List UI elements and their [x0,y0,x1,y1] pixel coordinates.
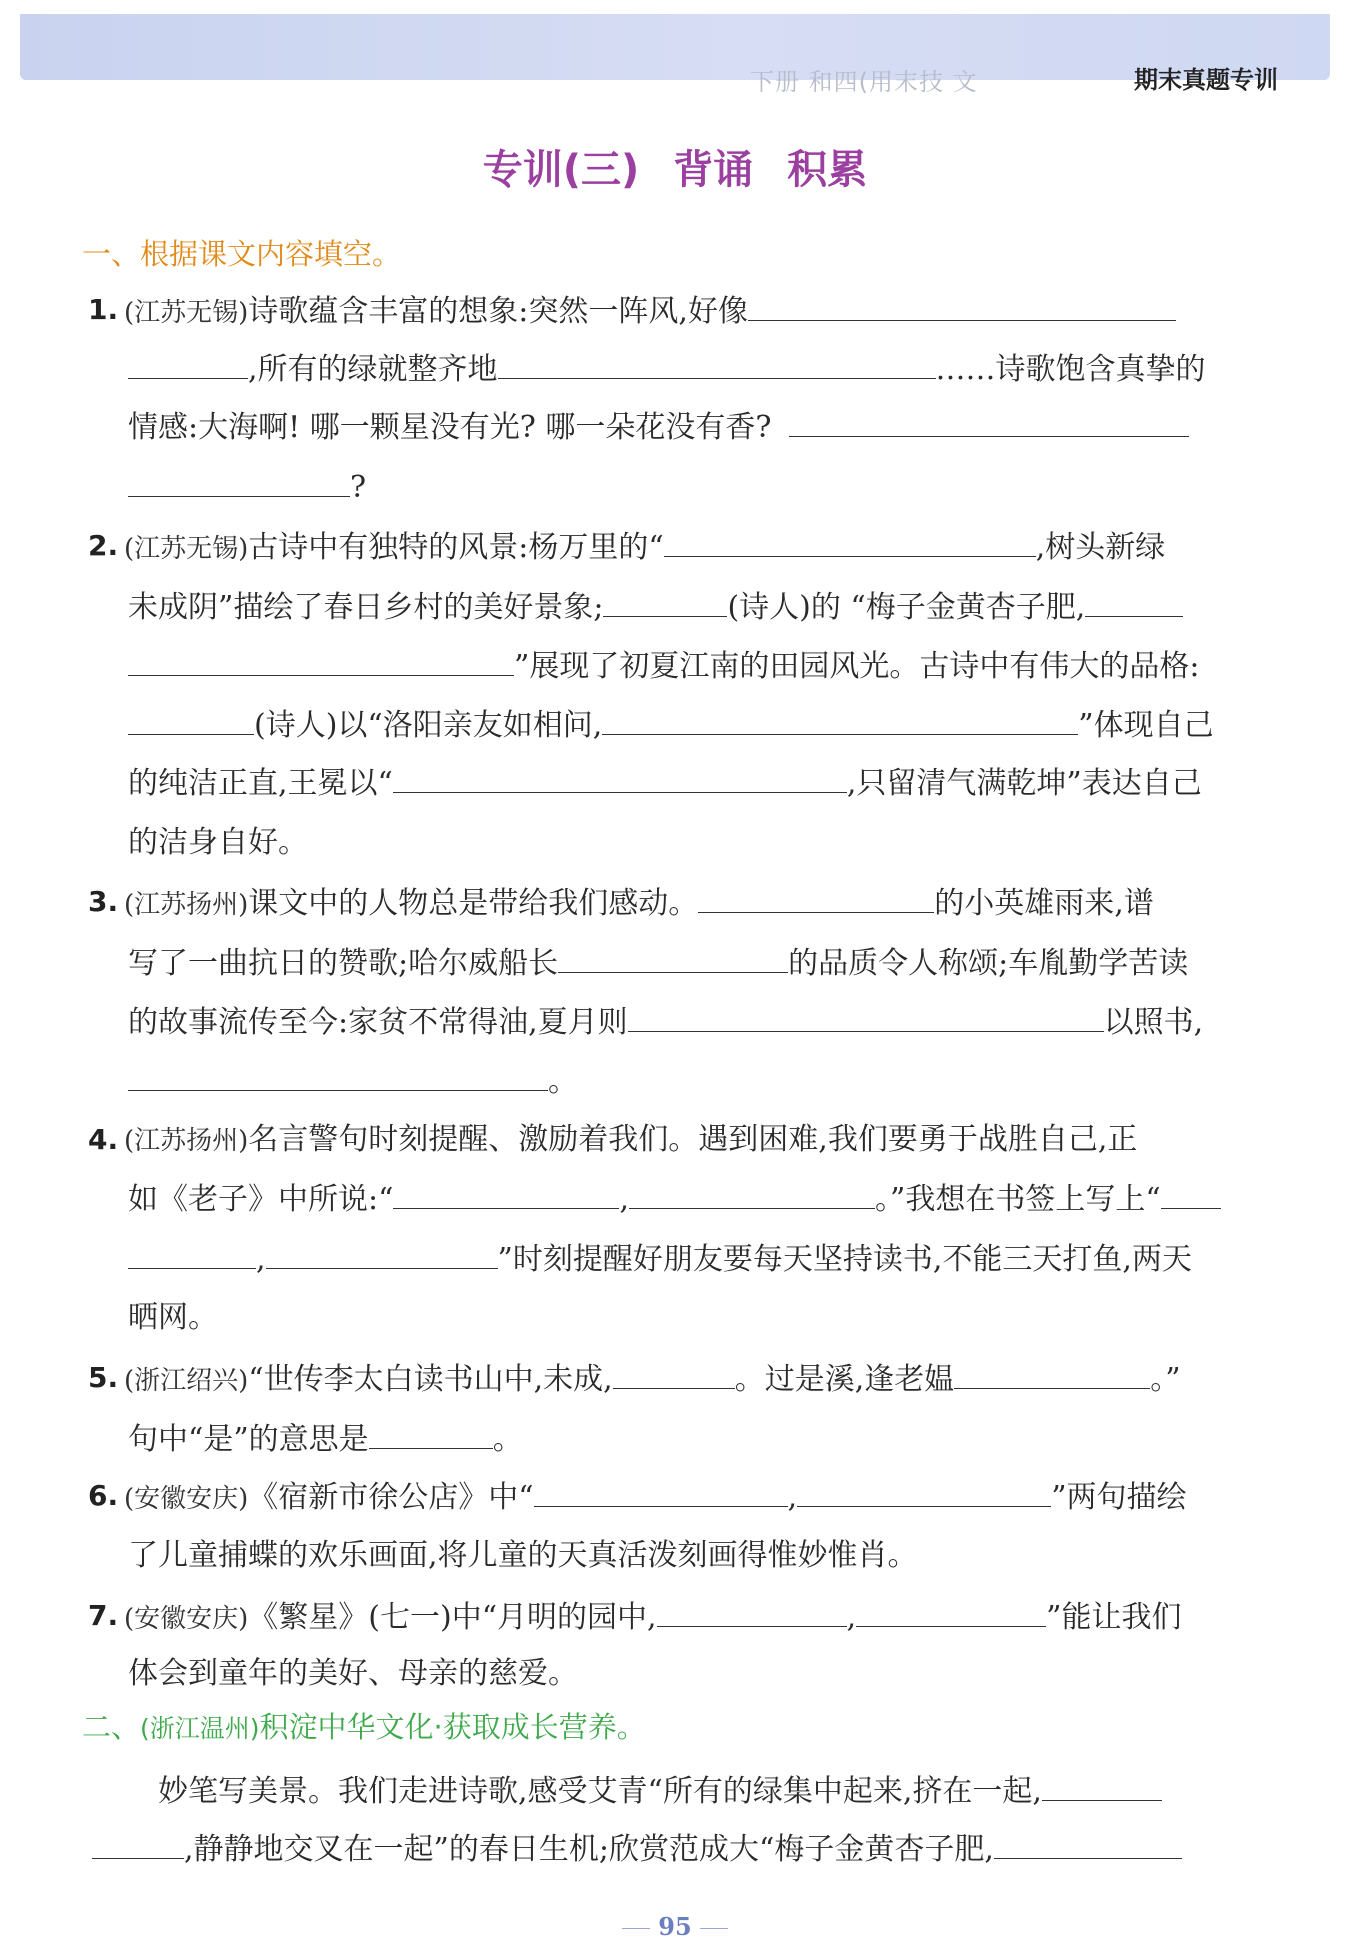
q6-text: , [787,1480,798,1515]
q6-blank-2[interactable] [797,1476,1051,1507]
q2-text: ,树头新绿 [1035,530,1166,565]
q4-blank-3[interactable] [1161,1178,1221,1209]
q1-blank-2[interactable] [128,348,248,379]
q3-text: 的小英雄雨来,谱 [934,886,1154,921]
page-number-dash-right [700,1928,728,1929]
s2-blank-2[interactable] [92,1828,184,1859]
q3-text: 的品质令人称颂;车胤勤学苦读 [788,946,1189,981]
q1-blank-5[interactable] [128,466,350,497]
q2-text: 的纯洁正直,王冕以“ [128,766,393,801]
q2-text: ”体现自己 [1078,708,1214,743]
q2-text: ,只留清气满乾坤”表达自己 [846,766,1202,801]
q3-line3 [128,1001,1203,1041]
q2-blank-3[interactable] [1085,586,1183,617]
q3-blank-3[interactable] [628,1001,1104,1032]
q7-line1 [124,1596,1181,1636]
q4-line2 [128,1178,1221,1218]
q5-line2 [128,1418,523,1458]
header-label: 期末真题专训 [1134,66,1278,94]
q3-blank-4[interactable] [128,1060,548,1091]
page-number [0,1912,1350,1941]
q2-blank-1[interactable] [664,526,1036,557]
q1-text: ……诗歌饱含真挚的 [935,352,1206,387]
q1-blank-4[interactable] [789,406,1189,437]
q2-line4 [128,704,1214,744]
q2-line6 [128,823,308,863]
s2-line1 [158,1770,1162,1810]
q2-text: 古诗中有独特的风景:杨万里的“ [248,530,664,565]
q2-line2 [128,586,1183,626]
q6-source: (安徽安庆) [124,1484,249,1514]
q4-line1 [124,1120,1137,1160]
s2-text: 妙笔写美景。我们走进诗歌,感受艾青“所有的绿集中起来,挤在一起, [158,1774,1042,1809]
q3-blank-2[interactable] [558,942,788,973]
section2-title: 积淀中华文化·获取成长营养。 [259,1710,646,1744]
q2-line1 [124,526,1165,566]
q2-blank-4[interactable] [128,645,514,676]
q7-blank-1[interactable] [657,1596,847,1627]
q7-text: 体会到童年的美好、母亲的慈爱。 [128,1656,578,1691]
q6-text: 了儿童捕蝶的欢乐画面,将儿童的天真活泼刻画得惟妙惟肖。 [128,1538,918,1573]
q4-line4 [128,1298,218,1338]
q2-text: (诗人)以“洛阳亲友如相问, [254,708,603,743]
q2-line3 [128,645,1199,685]
q1-source: (江苏无锡) [124,298,249,328]
q1-text: ? [350,470,367,505]
q5-text: 。过是溪,逢老媪 [734,1362,955,1397]
q3-line4 [128,1060,578,1100]
q1-line3 [128,406,1189,446]
q3-text: 写了一曲抗日的赞歌;哈尔威船长 [128,946,559,981]
q7-text: 《繁星》(七一)中“月明的园中, [248,1600,657,1635]
q5-line1 [124,1358,1181,1398]
q2-blank-2[interactable] [603,586,727,617]
q4-blank-4[interactable] [128,1238,256,1269]
s2-blank-3[interactable] [994,1828,1182,1859]
section1-heading: 一、根据课文内容填空。 [82,237,402,271]
q5-text: 。” [1150,1362,1181,1397]
q7-text: , [846,1600,857,1635]
page-title: 专训(三) 背诵 积累 [482,147,868,193]
q6-text: ”两句描绘 [1051,1480,1187,1515]
header-faded-text: 下册 和四(用末技 文 [750,68,978,96]
q6-line2 [128,1536,918,1576]
q4-blank-5[interactable] [266,1238,498,1269]
q7-blank-2[interactable] [856,1596,1046,1627]
q1-number: 1. [88,293,119,326]
q1-text: ,所有的绿就整齐地 [248,352,498,387]
q7-line2 [128,1654,578,1694]
section2-prefix: 二、 [82,1710,141,1744]
q4-number: 4. [88,1123,119,1156]
q5-number: 5. [88,1361,119,1394]
q3-source: (江苏扬州) [124,890,249,920]
q4-source: (江苏扬州) [124,1126,249,1156]
q4-text: ”时刻提醒好朋友要每天坚持读书,不能三天打鱼,两天 [497,1242,1192,1277]
q1-blank-1[interactable] [748,290,1176,321]
q3-text: 的故事流传至今:家贫不常得油,夏月则 [128,1005,628,1040]
s2-blank-1[interactable] [1042,1770,1162,1801]
q1-text: 诗歌蕴含丰富的想象:突然一阵风,好像 [248,294,748,329]
q6-blank-1[interactable] [534,1476,788,1507]
q4-text: , [256,1242,266,1277]
q4-blank-1[interactable] [393,1178,619,1209]
s2-line2 [92,1828,1182,1868]
q2-blank-7[interactable] [393,762,847,793]
q3-line1 [124,882,1154,922]
q6-number: 6. [88,1479,119,1512]
q1-blank-3[interactable] [498,348,936,379]
q3-blank-1[interactable] [698,882,934,913]
q2-number: 2. [88,529,119,562]
q7-number: 7. [88,1599,119,1632]
q1-text: 情感:大海啊! 哪一颗星没有光? 哪一朵花没有香? [128,410,772,445]
q3-number: 3. [88,885,119,918]
q5-blank-1[interactable] [613,1358,735,1389]
q1-line1 [124,290,1176,330]
q5-source: (浙江绍兴) [124,1366,249,1396]
q5-text: “世传李太白读书山中,未成, [248,1362,613,1397]
page-number-dash-left [622,1928,650,1929]
s2-text: ,静静地交叉在一起”的春日生机;欣赏范成大“梅子金黄杏子肥, [184,1832,994,1867]
q3-line2 [128,942,1188,982]
q5-text: 。 [492,1422,523,1457]
q4-blank-2[interactable] [629,1178,875,1209]
section2-heading [82,1705,646,1746]
q4-text: 。”我想在书签上写上“ [875,1182,1161,1217]
q7-text: ”能让我们 [1046,1600,1182,1635]
q2-line5 [128,762,1202,802]
q5-blank-3[interactable] [369,1418,493,1449]
q2-text: 的洁身自好。 [128,825,308,860]
q4-text: 晒网。 [128,1300,218,1335]
q6-text: 《宿新市徐公店》中“ [248,1480,534,1515]
q2-text: 未成阴”描绘了春日乡村的美好景象; [128,590,604,625]
q2-text: (诗人)的 “梅子金黄杏子肥, [727,590,1086,625]
q4-text: , [619,1182,629,1217]
q1-line4 [128,466,366,506]
q1-line2 [128,348,1206,388]
page-number-text: 95 [658,1912,692,1941]
q2-blank-5[interactable] [128,704,254,735]
q6-line1 [124,1476,1187,1516]
q3-text: 以照书, [1103,1005,1204,1040]
q4-text: 名言警句时刻提醒、激励着我们。遇到困难,我们要勇于战胜自己,正 [248,1122,1138,1157]
q7-source: (安徽安庆) [124,1604,249,1634]
q2-blank-6[interactable] [602,704,1078,735]
q3-text: 课文中的人物总是带给我们感动。 [248,886,699,921]
q5-blank-2[interactable] [954,1358,1150,1389]
q3-text: 。 [548,1064,578,1099]
q5-text: 句中“是”的意思是 [128,1422,369,1457]
q2-source: (江苏无锡) [124,534,249,564]
section2-source: (浙江温州) [140,1714,260,1743]
q4-text: 如《老子》中所说:“ [128,1182,394,1217]
q2-text: ”展现了初夏江南的田园风光。古诗中有伟大的品格: [514,649,1200,684]
q4-line3 [128,1238,1192,1278]
